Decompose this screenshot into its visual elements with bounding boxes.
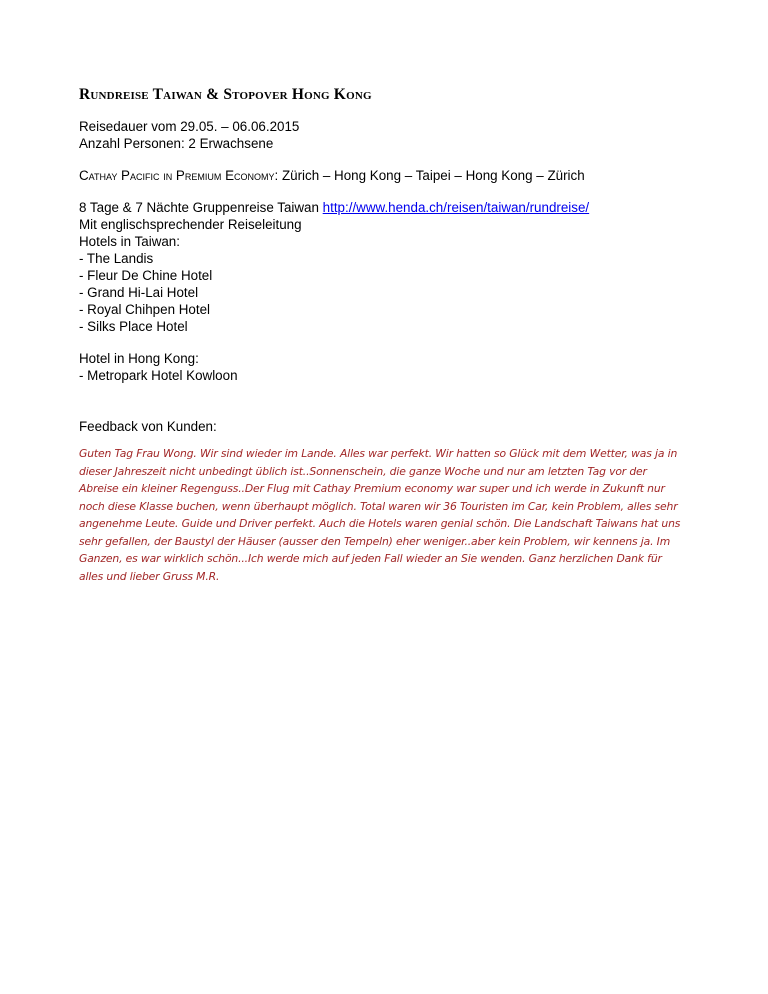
- travel-info: [79, 118, 689, 152]
- hotel-item: - Grand Hi-Lai Hotel: [79, 285, 199, 300]
- feedback-heading: Feedback von Kunden:: [79, 419, 217, 434]
- spacer: [79, 384, 689, 418]
- travel-persons: Anzahl Personen: 2 Erwachsene: [79, 136, 274, 151]
- flight-info: [79, 167, 689, 184]
- document-title: Rundreise Taiwan & Stopover Hong Kong: [79, 86, 372, 103]
- flight-line: [79, 167, 689, 184]
- tour-intro: 8 Tage & 7 Nächte Gruppenreise Taiwan: [79, 200, 323, 215]
- tour-guide: Mit englischsprechender Reiseleitung: [79, 217, 302, 232]
- flight-route: : Zürich – Hong Kong – Taipei – Hong Kong – Zürich: [274, 168, 585, 183]
- hotel-item: - Silks Place Hotel: [79, 319, 188, 334]
- tour-intro-line: [79, 199, 689, 216]
- airline-class: Cathay Pacific in Premium Economy: [79, 168, 275, 183]
- feedback-text: Guten Tag Frau Wong. Wir sind wieder im Lande. Alles war perfekt. Wir hatten so Glück mit dem Wetter, was ja in dieser Jahreszeit nicht unbedingt üblich ist..Sonnenschein, die ganze Woche und nur am letzten Tag vor der Abreise ein kleiner Regenguss..Der Flug mit Cathay Premium economy war super und ich werde in Zukunft nur noch diese Klasse buchen, wenn überhaupt möglich. Total waren wir 36 Touristen im Car, kein Problem, alles sehr angenehme Leute. Guide und Driver perfekt. Auch die Hotels waren genial schön. Die Landschaft Taiwans hat uns sehr gefallen, der Baustyl der Häuser (ausser den Tempeln) eher weniger..aber kein Problem, wir kennens ja. Im Ganzen, es war wirklich schön...Ich werde mich auf jeden Fall wieder an Sie wenden. Ganz herzlichen Dank für alles und lieber Gruss M.R.: [79, 447, 681, 583]
- document-body: [79, 86, 689, 585]
- hongkong-hotel: - Metropark Hotel Kowloon: [79, 368, 238, 383]
- taiwan-hotels-heading: Hotels in Taiwan:: [79, 234, 180, 249]
- hongkong-hotel-heading: Hotel in Hong Kong:: [79, 351, 199, 366]
- feedback-section: [79, 418, 689, 585]
- hotel-item: - The Landis: [79, 251, 154, 266]
- hotel-item: - Royal Chihpen Hotel: [79, 302, 210, 317]
- hongkong-info: [79, 350, 689, 384]
- tour-info: [79, 199, 689, 335]
- travel-dates: Reisedauer vom 29.05. – 06.06.2015: [79, 119, 300, 134]
- tour-link[interactable]: http://www.henda.ch/reisen/taiwan/rundreise/: [322, 200, 590, 215]
- hotel-item: - Fleur De Chine Hotel: [79, 268, 213, 283]
